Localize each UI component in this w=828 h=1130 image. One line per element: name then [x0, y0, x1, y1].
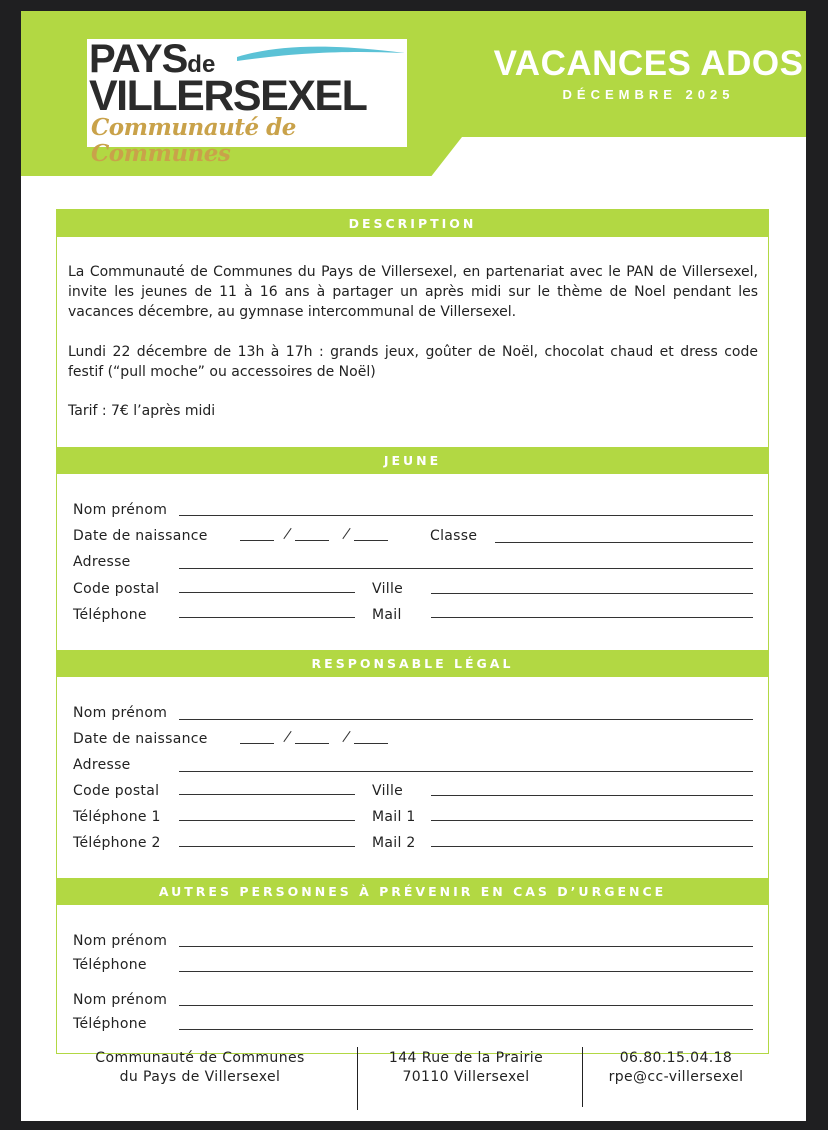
resp-naissance-year[interactable]	[354, 743, 388, 744]
jeune-mail-label: Mail	[372, 607, 402, 623]
logo-line1: PAYSde	[89, 37, 216, 81]
description-para2: Lundi 22 décembre de 13h à 17h : grands jeux, goûter de Noël, chocolat chaud et dress code festif (“pull moche” ou accessoires de Noël)	[68, 344, 758, 380]
jeune-naissance-label: Date de naissance	[73, 528, 208, 544]
logo-wave-icon	[237, 43, 405, 63]
resp-tel1-field[interactable]	[179, 820, 355, 821]
urg-tel2-field[interactable]	[179, 1029, 753, 1030]
resp-tel1-label: Téléphone 1	[73, 809, 161, 825]
footer-org-line1: Communauté de Communes	[95, 1050, 305, 1066]
jeune-tel-field[interactable]	[179, 617, 355, 618]
urg-tel1-label: Téléphone	[73, 957, 147, 973]
resp-cp-field[interactable]	[179, 794, 355, 795]
footer-addr-line1: 144 Rue de la Prairie	[388, 1050, 544, 1066]
resp-cp-label: Code postal	[73, 783, 160, 799]
jeune-ville-field[interactable]	[431, 593, 753, 594]
page-subtitle: DÉCEMBRE 2025	[562, 87, 735, 102]
jeune-naissance-day[interactable]	[240, 540, 274, 541]
logo	[87, 37, 407, 167]
resp-nom-label: Nom prénom	[73, 705, 168, 721]
form-box	[56, 209, 769, 1054]
jeune-nom-label: Nom prénom	[73, 502, 168, 518]
jeune-tel-label: Téléphone	[73, 607, 147, 623]
section-header-responsable: RESPONSABLE LÉGAL	[56, 650, 769, 677]
resp-tel2-field[interactable]	[179, 846, 355, 847]
logo-line3: Communauté de Communes	[91, 114, 296, 167]
urg-nom2-label: Nom prénom	[73, 992, 168, 1008]
footer-divider	[582, 1047, 583, 1107]
resp-nom-field[interactable]	[179, 719, 753, 720]
jeune-classe-field[interactable]	[495, 542, 753, 543]
page-title: VACANCES ADOS	[493, 44, 804, 83]
description-para1: La Communauté de Communes du Pays de Villersexel, en partenariat avec le PAN de Villersexel, invite les jeunes de 11 à 16 ans à partager un après midi sur le thème de Noel pendant les vacances décembre, au gymnase intercommunal de Villersexel.	[68, 264, 758, 320]
resp-ville-label: Ville	[372, 783, 404, 799]
jeune-cp-field[interactable]	[179, 592, 355, 593]
footer-divider	[357, 1047, 358, 1110]
urg-tel1-field[interactable]	[179, 971, 753, 972]
jeune-naissance-year[interactable]	[354, 540, 388, 541]
resp-mail1-field[interactable]	[431, 820, 753, 821]
resp-mail1-label: Mail 1	[372, 809, 416, 825]
urg-nom1-field[interactable]	[179, 946, 753, 947]
jeune-nom-field[interactable]	[179, 515, 753, 516]
urg-nom1-label: Nom prénom	[73, 933, 168, 949]
header-band-cut	[415, 137, 806, 197]
jeune-naissance-month[interactable]	[295, 540, 329, 541]
footer-organisation	[60, 1049, 340, 1087]
footer-email[interactable]: rpe@cc-villersexel	[608, 1069, 744, 1085]
jeune-ville-label: Ville	[372, 581, 404, 597]
footer-address	[360, 1049, 572, 1087]
urg-tel2-label: Téléphone	[73, 1016, 147, 1032]
jeune-cp-label: Code postal	[73, 581, 160, 597]
resp-adresse-label: Adresse	[73, 757, 131, 773]
footer-addr-line2: 70110 Villersexel	[402, 1069, 530, 1085]
jeune-classe-label: Classe	[430, 528, 478, 544]
jeune-adresse-field[interactable]	[179, 568, 753, 569]
urg-nom2-field[interactable]	[179, 1005, 753, 1006]
resp-tel2-label: Téléphone 2	[73, 835, 161, 851]
resp-naissance-label: Date de naissance	[73, 731, 208, 747]
description-tarif: Tarif : 7€ l’après midi	[68, 403, 216, 419]
resp-ville-field[interactable]	[431, 795, 753, 796]
logo-line2: VILLERSEXEL	[89, 72, 367, 120]
section-header-jeune: JEUNE	[56, 447, 769, 474]
resp-naissance-month[interactable]	[295, 743, 329, 744]
footer-org-line2: du Pays de Villersexel	[119, 1069, 281, 1085]
resp-mail2-label: Mail 2	[372, 835, 416, 851]
footer-contact	[586, 1049, 766, 1087]
resp-naissance-day[interactable]	[240, 743, 274, 744]
jeune-mail-field[interactable]	[431, 617, 753, 618]
resp-adresse-field[interactable]	[179, 771, 753, 772]
resp-mail2-field[interactable]	[431, 846, 753, 847]
footer-phone: 06.80.15.04.18	[619, 1050, 733, 1066]
section-header-description: DESCRIPTION	[56, 210, 769, 237]
jeune-adresse-label: Adresse	[73, 554, 131, 570]
section-header-urgence: AUTRES PERSONNES À PRÉVENIR EN CAS D’URGENCE	[56, 878, 769, 905]
